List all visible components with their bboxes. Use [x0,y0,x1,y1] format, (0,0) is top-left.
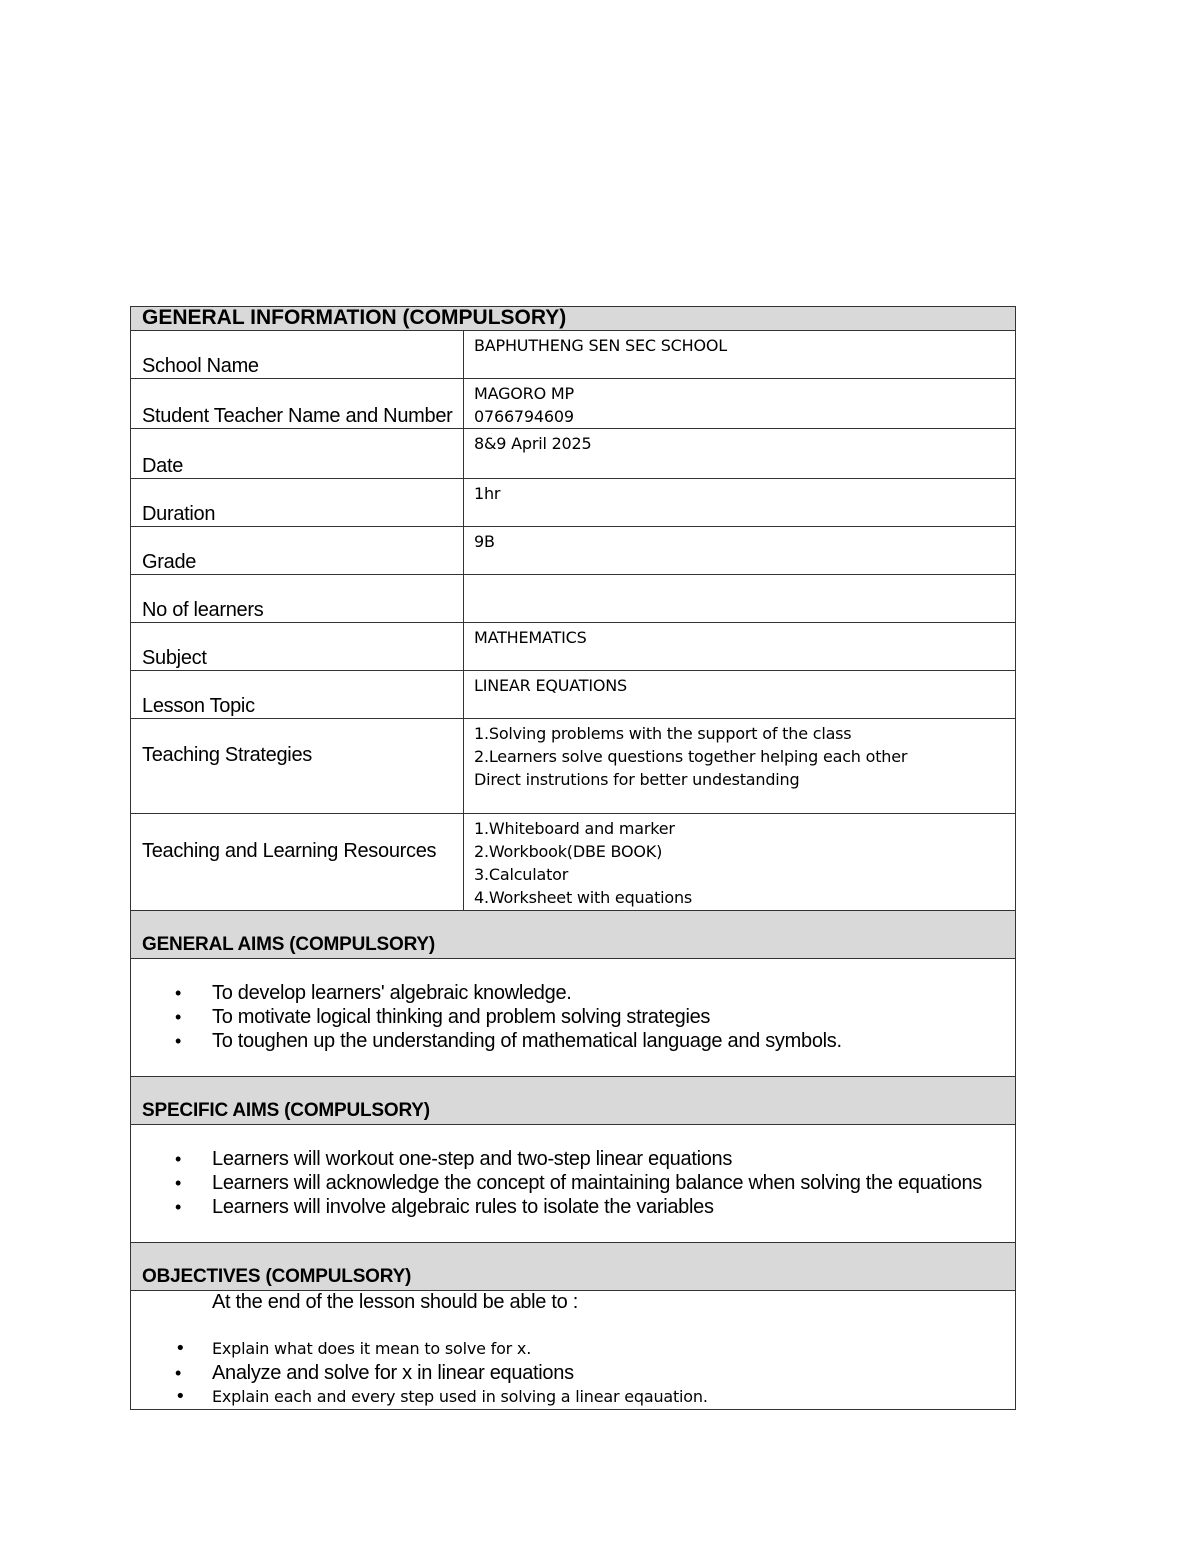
grade-value [464,527,1016,575]
value-line: 9B [474,532,495,551]
value-line: BAPHUTHENG SEN SEC SCHOOL [474,336,727,355]
school-name-value [464,331,1016,379]
value-line: 1.Whiteboard and marker [474,819,675,838]
value-line: 2.Workbook(DBE BOOK) [474,842,663,861]
value-line: MATHEMATICS [474,628,587,647]
objectives-header: OBJECTIVES (COMPULSORY) [131,1243,1016,1291]
list-item: • Explain each and every step used in solving a linear eqauation. [131,1385,1015,1409]
objectives-body [131,1291,1016,1410]
value-line: 3.Calculator [474,865,569,884]
grade-label: Grade [131,527,464,575]
general-aims-body [131,959,1016,1077]
no-of-learners-value [464,575,1016,623]
date-label: Date [131,429,464,479]
list-item: • Learners will involve algebraic rules to isolate the variables [131,1195,1015,1219]
list-item: • Learners will workout one-step and two-step linear equations [131,1147,1015,1171]
objectives-list [131,1337,1015,1409]
list-item: • To toughen up the understanding of mathematical language and symbols. [131,1029,1015,1053]
general-aims-header: GENERAL AIMS (COMPULSORY) [131,911,1016,959]
student-teacher-label: Student Teacher Name and Number [131,379,464,429]
subject-label: Subject [131,623,464,671]
specific-aims-list [131,1147,1015,1219]
teaching-strategies-value [464,719,1016,814]
school-name-label: School Name [131,331,464,379]
value-line: LINEAR EQUATIONS [474,676,627,695]
value-line: MAGORO MP [474,384,574,403]
duration-value [464,479,1016,527]
value-line: 8&9 April 2025 [474,434,592,453]
no-of-learners-label: No of learners [131,575,464,623]
specific-aims-header: SPECIFIC AIMS (COMPULSORY) [131,1077,1016,1125]
lesson-topic-label: Lesson Topic [131,671,464,719]
duration-label: Duration [131,479,464,527]
subject-value [464,623,1016,671]
lesson-plan-table [130,306,1016,1410]
teaching-strategies-label: Teaching Strategies [131,719,464,814]
general-information-header: GENERAL INFORMATION (COMPULSORY) [131,307,1016,331]
value-line: Direct instrutions for better undestanding [474,770,800,789]
value-line: 4.Worksheet with equations [474,888,693,907]
objectives-intro: At the end of the lesson should be able to : [212,1291,578,1313]
list-item: • Analyze and solve for x in linear equations [131,1361,1015,1385]
list-item: • To develop learners' algebraic knowledge. [131,981,1015,1005]
resources-value [464,814,1016,911]
value-line: 1.Solving problems with the support of the class [474,724,852,743]
value-line: 0766794609 [474,407,574,426]
list-item: • To motivate logical thinking and problem solving strategies [131,1005,1015,1029]
student-teacher-value [464,379,1016,429]
list-item: • Learners will acknowledge the concept of maintaining balance when solving the equations [131,1171,1015,1195]
general-aims-list [131,981,1015,1053]
value-line: 2.Learners solve questions together helping each other [474,747,908,766]
lesson-topic-value [464,671,1016,719]
resources-label: Teaching and Learning Resources [131,814,464,911]
specific-aims-body [131,1125,1016,1243]
date-value [464,429,1016,479]
list-item: • Explain what does it mean to solve for x. [131,1337,1015,1361]
value-line: 1hr [474,484,501,503]
